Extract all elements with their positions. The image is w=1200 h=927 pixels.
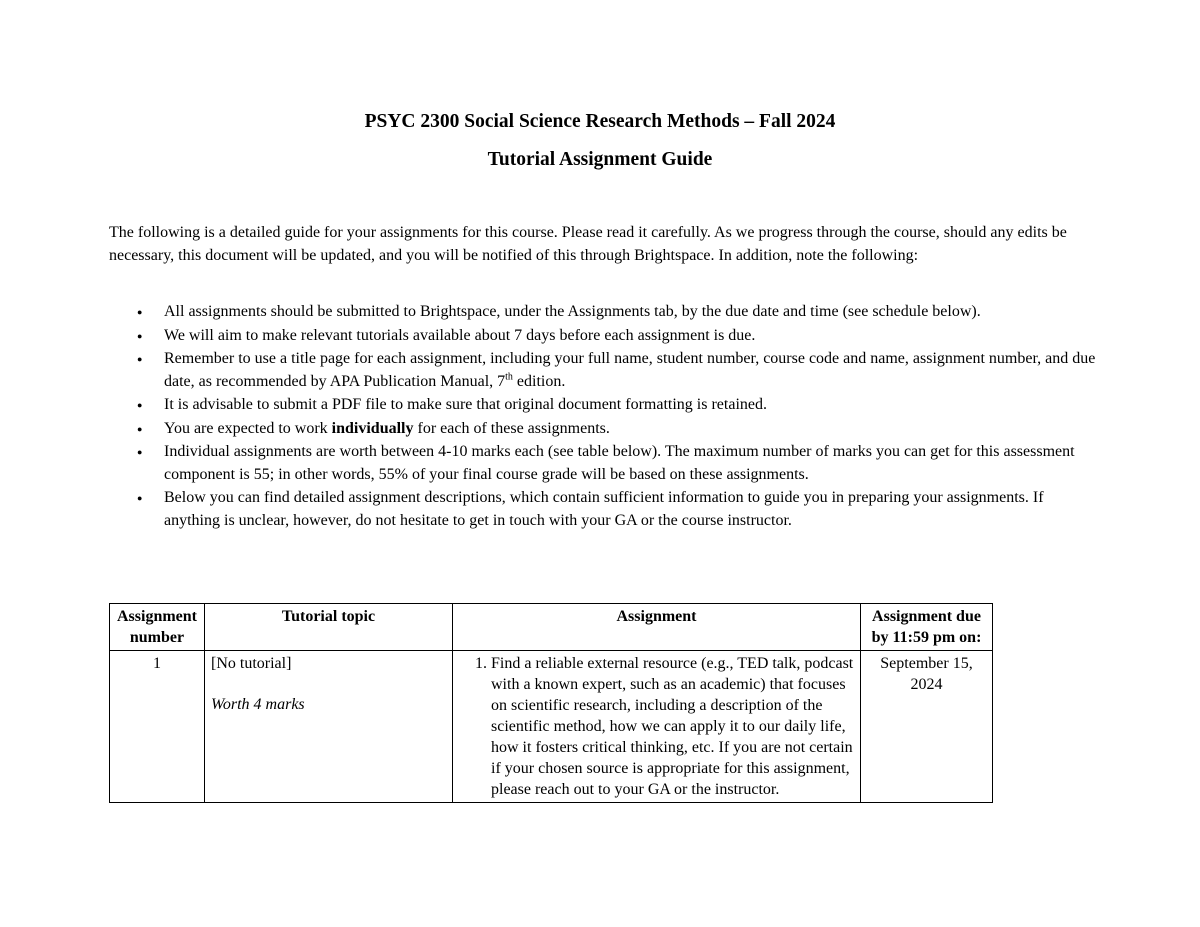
list-item [109, 348, 1099, 393]
list-item-text: It is advisable to submit a PDF file to make sure that original document formatting is retained. [164, 396, 767, 413]
header-assignment-number: Assignment number [110, 604, 205, 651]
list-item [109, 325, 1099, 348]
intro-paragraph [109, 222, 1099, 267]
header-due-date: Assignment due by 11:59 pm on: [861, 604, 993, 651]
superscript: th [505, 371, 513, 383]
header-assignment: Assignment [453, 604, 861, 651]
assignment-table [109, 603, 993, 803]
list-item [109, 441, 1099, 486]
cell-number: 1 [110, 651, 205, 803]
list-item [109, 487, 1099, 532]
topic-text: [No tutorial] [211, 655, 292, 672]
list-item-text: You are expected to work [164, 419, 332, 437]
emphasis-text: individually [331, 419, 414, 437]
document-title: PSYC 2300 Social Science Research Methods – Fall 2024 [364, 111, 836, 132]
intro-text: The following is a detailed guide for your assignments for this course. Please read it carefully. As we progress through the course, should any edits be necessary, this document will be updated, and you will be notified of this through Brightspace. In addition, note the following: [109, 224, 1067, 264]
assignment-description: 1. Find a reliable external resource (e.g., TED talk, podcast with a known expert, such as an academic) that focuses on scientific research, including a description of the scientific method, how we can apply it to our daily life, how it fosters critical thinking, etc. If you are not certain if your chosen source is appropriate for this assignment, please reach out to your GA or the instructor. [491, 653, 854, 800]
header-tutorial-topic: Tutorial topic [205, 604, 453, 651]
list-item [109, 394, 1099, 417]
table-header-row [110, 604, 993, 651]
cell-due-date: September 15, 2024 [861, 651, 993, 803]
list-item [109, 418, 1099, 441]
list-item-text: for each of these assignments. [413, 419, 610, 437]
worth-text: Worth 4 marks [211, 696, 305, 713]
list-item-text: Remember to use a title page for each assignment, including your full name, student number, course code and name, assignment number, and due date, as recommended by APA Publication Manual, 7 [164, 350, 1096, 390]
list-item-text: edition. [512, 372, 566, 390]
document-subtitle: Tutorial Assignment Guide [487, 149, 713, 170]
list-item-text: Below you can find detailed assignment descriptions, which contain sufficient information to guide you in preparing your assignments. If anything is unclear, however, do not hesitate to get in touch with your GA or the course instructor. [164, 489, 1044, 529]
list-item-text: All assignments should be submitted to Brightspace, under the Assignments tab, by the due date and time (see schedule below). [164, 303, 981, 320]
list-item [109, 301, 1099, 324]
cell-topic [205, 651, 453, 803]
table-row [110, 651, 993, 803]
notes-list [109, 301, 1099, 533]
list-item-text: Individual assignments are worth between 4-10 marks each (see table below). The maximum number of marks you can get for this assessment component is 55; in other words, 55% of your final course grade will be based on these assignments. [164, 443, 1075, 483]
cell-assignment [453, 651, 861, 803]
list-item-text: We will aim to make relevant tutorials available about 7 days before each assignment is due. [164, 326, 756, 344]
